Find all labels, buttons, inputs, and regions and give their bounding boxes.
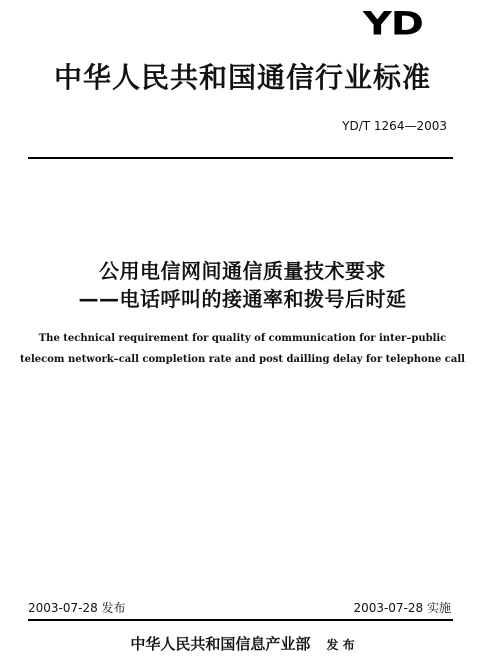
effective-date: 2003-07-28 实施 [353, 601, 451, 615]
standard-category-title: 中华人民共和国通信行业标准 [53, 61, 431, 94]
document-title-en-line2: telecom network–call completion rate and post dailling delay for telephone call [20, 354, 465, 365]
document-title-zh-line2: ——电话呼叫的接通率和拨号后时延 [78, 287, 407, 311]
document-title-en-line1: The technical requirement for quality of communication for inter–public [38, 333, 447, 344]
publisher-suffix: 发 布 [326, 638, 355, 652]
document-title-zh-line1: 公用电信网间通信质量技术要求 [99, 259, 386, 283]
publisher [0, 634, 485, 655]
yd-logo: YD [362, 5, 423, 43]
standard-number: YD/T 1264—2003 [342, 119, 447, 133]
publisher-name: 中华人民共和国信息产业部 [130, 635, 311, 653]
footer-divider [28, 619, 453, 621]
header-divider [28, 157, 453, 159]
issue-date: 2003-07-28 发布 [28, 601, 126, 615]
